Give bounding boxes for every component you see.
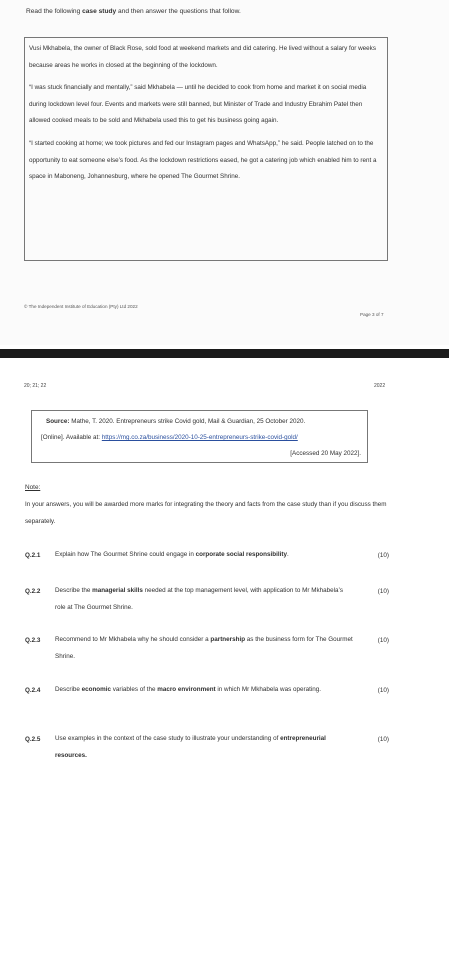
question-marks: (10)	[377, 637, 389, 644]
question-marks: (10)	[377, 552, 389, 559]
source-online-prefix: [Online]. Available at:	[41, 434, 102, 441]
header-year: 2022	[374, 383, 386, 389]
case-study-paragraph-1: Vusi Mkhabela, the owner of Black Rose, sold food at weekend markets and did catering. He lived without a salary for weeks because areas he works in closed at the beginning of the lockdown.	[29, 45, 376, 69]
question-marks: (10)	[377, 687, 389, 694]
case-study-paragraph-2: “I was stuck financially and mentally,” said Mkhabela — until he decided to cook from home and market it on social media during lockdown level four. Events and markets were still banned, but Minister of Trade and Industry Ebrahim Patel then allowed cooked meals to be sold and Mkhabela used this to get his business going again.	[29, 84, 367, 125]
question-text	[55, 682, 355, 699]
question-marks: (10)	[377, 588, 389, 595]
page-number: Page 3 of 7	[360, 312, 384, 317]
question-keyword: managerial skills	[92, 587, 143, 594]
question-text-after: in which Mr Mkhabela was operating.	[215, 686, 322, 693]
question-text-middle: variables of the	[111, 686, 158, 693]
question-text-after: needed at the top management level, with application to Mr Mkhabela’s role at The Gourmet Shrine.	[55, 587, 343, 611]
case-study-box	[24, 37, 388, 261]
source-line-2	[41, 434, 298, 441]
note-text: In your answers, you will be awarded more marks for integrating the theory and facts from the case study than if you discuss them separately.	[25, 501, 387, 525]
source-citation-box	[31, 410, 368, 463]
question-text-after: as the business form for The Gourmet Shrine.	[55, 636, 353, 660]
source-label: Source:	[46, 418, 70, 425]
copyright-footer: © The Independent Institute of Education (Pty) Ltd 2022	[24, 304, 138, 309]
question-text-before: Describe	[55, 686, 82, 693]
question-number: Q.2.2	[25, 588, 41, 595]
question-text	[55, 731, 355, 764]
source-line-1	[46, 418, 305, 425]
intro-instruction	[26, 8, 241, 15]
question-text	[55, 583, 355, 616]
question-text-before: Recommend to Mr Mkhabela why he should consider a	[55, 636, 211, 643]
question-text	[55, 632, 355, 665]
question-keyword: partnership	[210, 636, 246, 643]
question-number: Q.2.1	[25, 552, 41, 559]
source-accessed-date: [Accessed 20 May 2022].	[290, 450, 361, 457]
note-label: Note:	[25, 484, 41, 491]
intro-text-after: and then answer the questions that follow.	[116, 8, 241, 15]
question-text-before: Explain how The Gourmet Shrine could engage in	[55, 551, 196, 558]
intro-text-before: Read the following	[26, 8, 83, 15]
page-4	[0, 358, 449, 972]
question-marks: (10)	[377, 736, 389, 743]
question-keyword: entrepreneurial resources.	[55, 735, 326, 759]
question-text-after: .	[286, 551, 289, 558]
question-text	[55, 547, 355, 564]
question-keyword: corporate social responsibility	[195, 551, 287, 558]
question-text-before: Use examples in the context of the case study to illustrate your understanding of	[55, 735, 281, 742]
page-3	[0, 0, 449, 345]
question-text-before: Describe the	[55, 587, 93, 594]
intro-text-bold: case study	[82, 8, 117, 15]
source-reference: Mathe, T. 2020. Entrepreneurs strike Covid gold, Mail & Guardian, 25 October 2020.	[69, 418, 306, 425]
question-keyword-2: macro environment	[157, 686, 216, 693]
question-number: Q.2.5	[25, 736, 41, 743]
page-divider	[0, 349, 449, 358]
question-keyword: economic	[81, 686, 112, 693]
case-study-paragraph-3: “I started cooking at home; we took pictures and fed our Instagram pages and WhatsApp,” he said. People latched on to the opportunity to eat someone else’s food. As the lockdown restrictions eased, he got a catering job which enabled him to rent a space in Maboneng, Johannesburg, where he opened The Gourmet Shrine.	[29, 139, 377, 181]
question-number: Q.2.3	[25, 637, 41, 644]
header-module-codes: 20; 21; 22	[24, 383, 47, 389]
source-url-link[interactable]: https://mg.co.za/business/2020-10-25-entrepreneurs-strike-covid-gold/	[101, 434, 298, 441]
question-number: Q.2.4	[25, 687, 41, 694]
